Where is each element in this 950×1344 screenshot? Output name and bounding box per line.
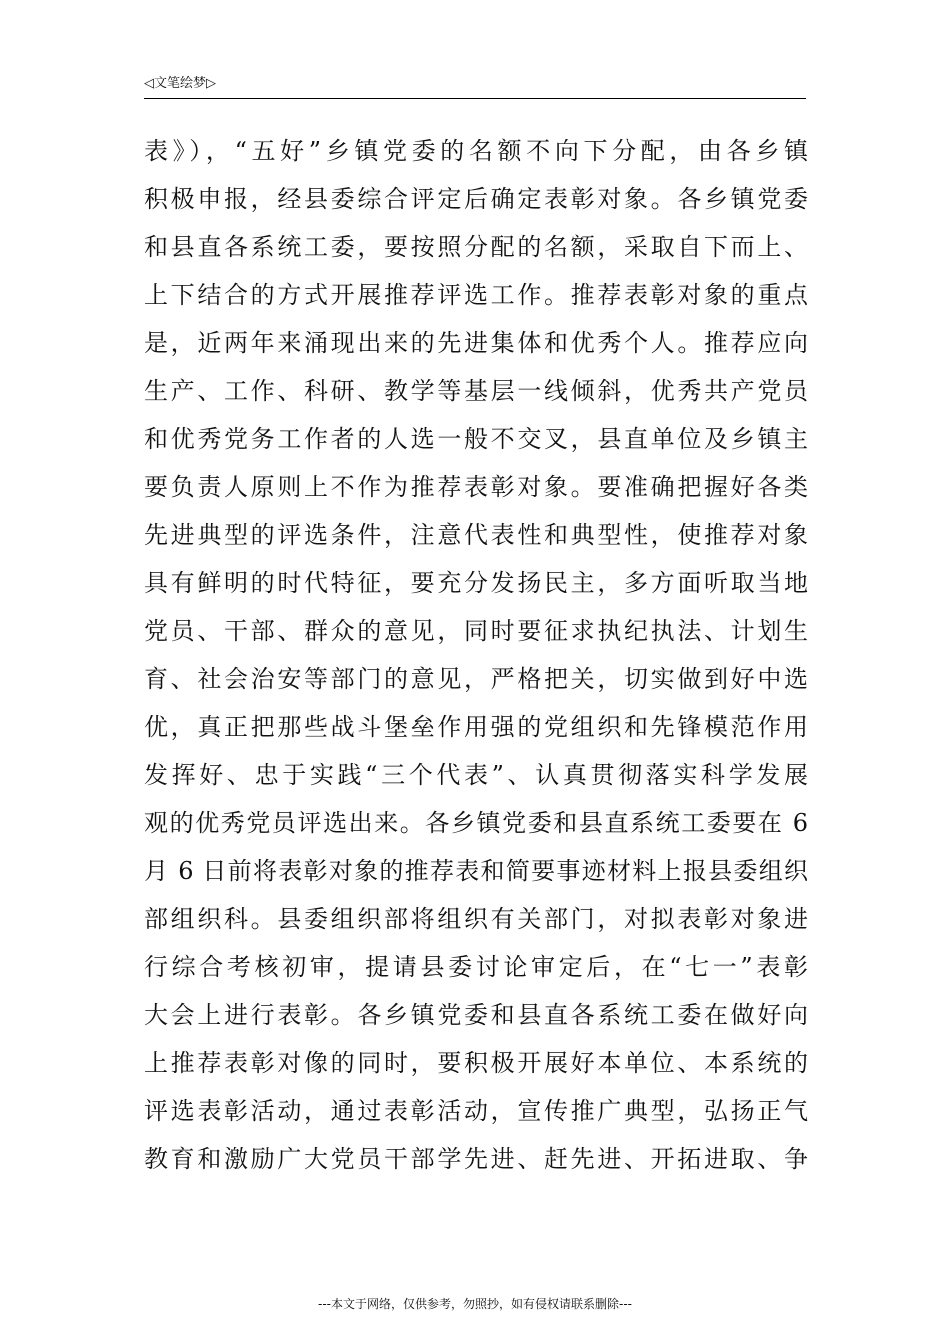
page-header — [144, 74, 806, 99]
text-line: 生产、工作、科研、教学等基层一线倾斜，优秀共产党员 — [144, 377, 808, 405]
text-line: 党员、干部、群众的意见，同时要征求执纪执法、计划生 — [144, 617, 808, 645]
text-line: 和优秀党务工作者的人选一般不交叉，县直单位及乡镇主 — [144, 425, 808, 453]
text-line: 部组织科。县委组织部将组织有关部门，对拟表彰对象进 — [144, 905, 808, 933]
text-line: 积极申报，经县委综合评定后确定表彰对象。各乡镇党委 — [144, 185, 808, 213]
text-line: 发挥好、忠于实践“三个代表”、认真贯彻落实科学发展 — [144, 761, 808, 789]
text-line: 上下结合的方式开展推荐评选工作。推荐表彰对象的重点 — [144, 281, 808, 309]
text-line: 大会上进行表彰。各乡镇党委和县直各系统工委在做好向 — [144, 1001, 808, 1029]
text-line: 和县直各系统工委，要按照分配的名额，采取自下而上、 — [144, 233, 808, 261]
page-footer: ---本文于网络，仅供参考，勿照抄，如有侵权请联系删除--- — [318, 1297, 632, 1311]
text-line: 育、社会治安等部门的意见，严格把关，切实做到好中选 — [144, 665, 808, 693]
text-line: 具有鲜明的时代特征，要充分发扬民主，多方面听取当地 — [144, 569, 808, 597]
text-line: 评选表彰活动，通过表彰活动，宣传推广典型，弘扬正气 — [144, 1097, 808, 1125]
text-line: 优，真正把那些战斗堡垒作用强的党组织和先锋模范作用 — [144, 713, 808, 741]
text-line: 教育和激励广大党员干部学先进、赶先进、开拓进取、争 — [144, 1145, 808, 1173]
header-title: ◁文笔绘梦▷ — [144, 76, 216, 91]
text-line: 上推荐表彰对像的同时，要积极开展好本单位、本系统的 — [144, 1049, 808, 1077]
text-line: 月 6 日前将表彰对象的推荐表和简要事迹材料上报县委组织 — [144, 857, 808, 885]
text-line: 观的优秀党员评选出来。各乡镇党委和县直系统工委要在 6 — [144, 809, 808, 837]
text-line: 要负责人原则上不作为推荐表彰对象。要准确把握好各类 — [144, 473, 808, 501]
text-line: 表》），“五好”乡镇党委的名额不向下分配，由各乡镇 — [144, 137, 808, 165]
text-line: 先进典型的评选条件，注意代表性和典型性，使推荐对象 — [144, 521, 808, 549]
text-line: 行综合考核初审，提请县委讨论审定后，在“七一”表彰 — [144, 953, 808, 981]
body-text — [144, 127, 808, 1183]
text-line: 是，近两年来涌现出来的先进集体和优秀个人。推荐应向 — [144, 329, 808, 357]
